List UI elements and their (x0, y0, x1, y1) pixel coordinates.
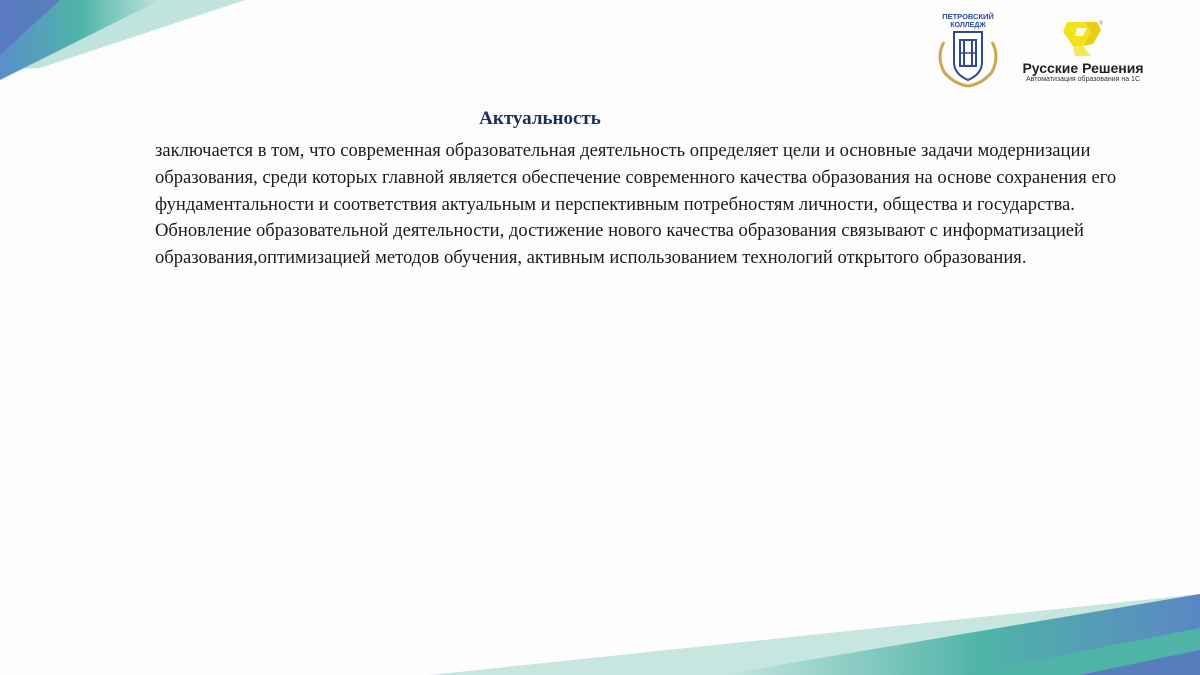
rs-logo-tagline: Автоматизация образования на 1С (1025, 75, 1140, 83)
svg-text:ПЕТРОВСКИЙ: ПЕТРОВСКИЙ (942, 12, 994, 21)
logos (930, 10, 1148, 90)
svg-text:КОЛЛЕДЖ: КОЛЛЕДЖ (950, 22, 986, 29)
slide-title: Актуальность (479, 108, 601, 129)
rs-logo-mark (1061, 18, 1105, 58)
slide-body-text: заключается в том, что современная образовательная деятельность определяет цели и основные задачи модернизации образования, среди которых главной является обеспечение современного качества образования на основе сохранения его фундаментальности и соответствия актуальным и перспективным потребностям личности, общества и государства. Обновление образовательной деятельности, достижение нового качества образования связывают с информатизацией образования,оптимизацией методов обучения, активным использованием технологий открытого образования. (155, 140, 1117, 269)
svg-text:®: ® (1098, 20, 1103, 27)
russkie-resheniya-logo (1018, 18, 1148, 83)
rs-logo-name: Русские Решения (1022, 59, 1144, 76)
petrovsky-college-logo (930, 10, 1006, 90)
